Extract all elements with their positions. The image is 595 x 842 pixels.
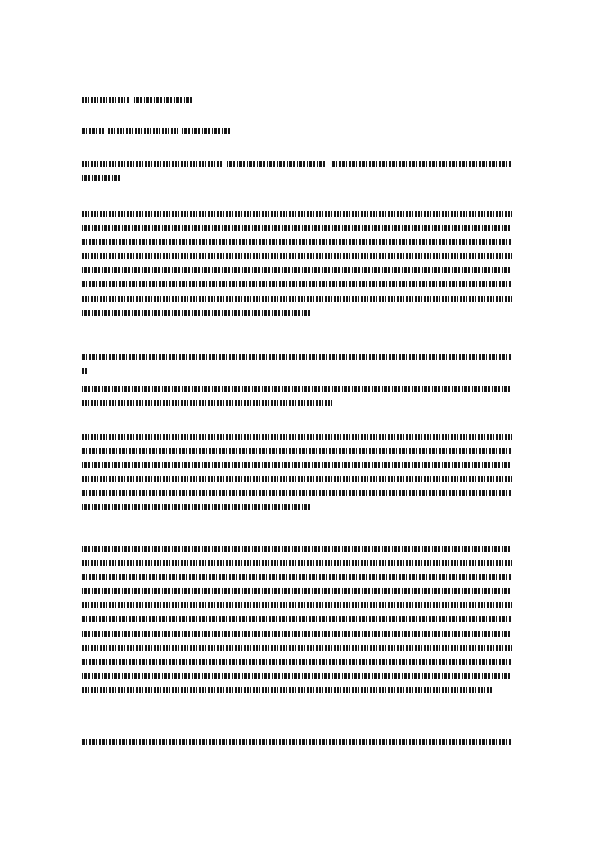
- body-paragraph-2: [82, 353, 512, 375]
- body-paragraph-3: [82, 385, 512, 407]
- body-paragraph-5: [82, 545, 512, 694]
- intro-paragraph: [82, 160, 512, 182]
- body-paragraph-6: [82, 738, 512, 746]
- body-paragraph-1: [82, 210, 512, 317]
- document-heading-2: [82, 127, 232, 136]
- document-heading-1: [82, 96, 194, 105]
- body-paragraph-4: [82, 433, 512, 512]
